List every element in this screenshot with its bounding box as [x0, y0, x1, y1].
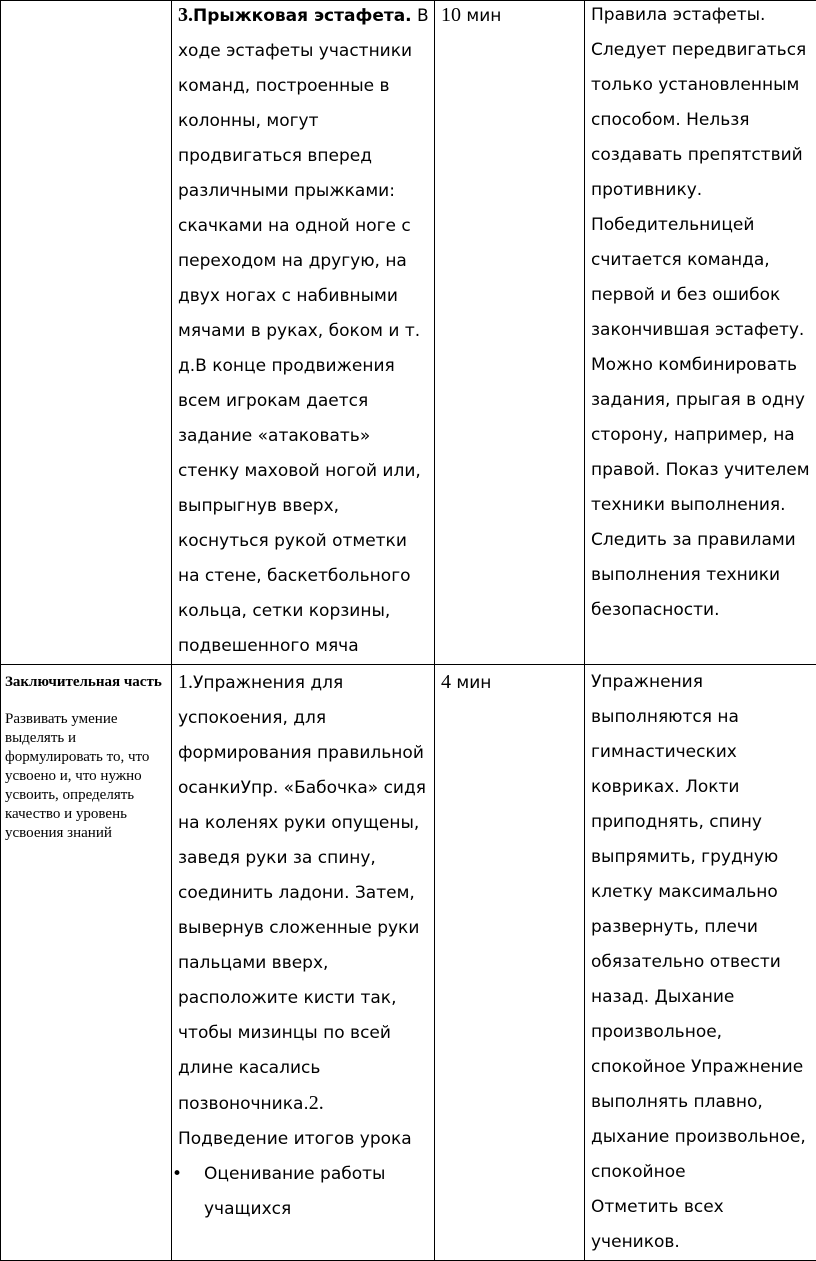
stage-title: Заключительная часть: [1, 665, 171, 692]
stage-cell: [1, 665, 172, 1261]
time-number: 10: [441, 4, 461, 26]
table-row: [1, 1, 816, 665]
stage-cell: [1, 1, 172, 665]
content-paragraph: [172, 0, 434, 664]
content-paragraph: [172, 665, 434, 1157]
notes-text: Правила эстафеты. Следует передвигаться только установленным способом. Нельзя создавать препятствий противнику. Победительницей считается команда, первой и без ошибок закончившая эстафету. Можно комбинировать задания, прыгая в одну сторону, например, на правой. Показ учителем техники выполнения. Следить за правилами выполнения техники безопасности.: [585, 0, 816, 628]
bullet-list: [172, 1157, 434, 1227]
time-unit: мин: [451, 673, 491, 693]
stage-title: [1, 1, 171, 9]
notes-text-2: Отметить всех учеников.: [585, 1190, 816, 1260]
content-number: 3.: [178, 4, 193, 26]
time-cell: [435, 1, 585, 665]
list-item: [172, 1157, 434, 1227]
time-unit: мин: [461, 6, 501, 26]
bullet-text: Оценивание работы учащихся: [204, 1164, 385, 1219]
time-value: [435, 665, 584, 701]
notes-cell: [585, 1, 816, 665]
bullet-icon: •: [172, 1157, 182, 1192]
content-text: Упражнения для успокоения, для формирования правильной осанкиУпр. «Бабочка» сидя на коленях руки опущены, заведя руки за спину, соединить ладони. Затем, вывернув сложенные руки пальцами вверх, расположите кисти так, чтобы мизинцы по всей длине касались позвоночника.: [178, 673, 426, 1114]
content-number-2: 2.: [309, 1092, 324, 1114]
notes-cell: [585, 665, 816, 1261]
stage-goal: [1, 9, 171, 27]
content-title: Прыжковая эстафета.: [193, 6, 412, 26]
table-row: [1, 665, 816, 1261]
time-number: 4: [441, 671, 451, 693]
content-text: В ходе эстафеты участники команд, построенные в колонны, могут продвигаться вперед различными прыжками: скачками на одной ноге с переходом на другую, на двух ногах с набивными мячами в руках, боком и т. д.В конце продвижения всем игрокам дается задание «атаковать» стенку маховой ногой или, выпрыгнув вверх, коснуться рукой отметки на стене, баскетбольного кольца, сетки корзины, подвешенного мяча: [178, 6, 429, 656]
stage-goal: Развивать умение выделять и формулировать то, что усвоено и, что нужно усвоить, определять качество и уровень усвоения знаний: [1, 692, 171, 843]
content-cell: [172, 665, 435, 1261]
content-number: 1.: [178, 671, 193, 693]
notes-text: Упражнения выполняются на гимнастических ковриках. Локти приподнять, спину выпрямить, грудную клетку максимально развернуть, плечи обязательно отвести назад. Дыхание произвольное, спокойное Упражнение выполнять плавно, дыхание произвольное, спокойное: [585, 665, 816, 1190]
content-cell: [172, 1, 435, 665]
content-text-2: Подведение итогов урока: [178, 1129, 412, 1149]
time-cell: [435, 665, 585, 1261]
time-value: [435, 0, 584, 34]
